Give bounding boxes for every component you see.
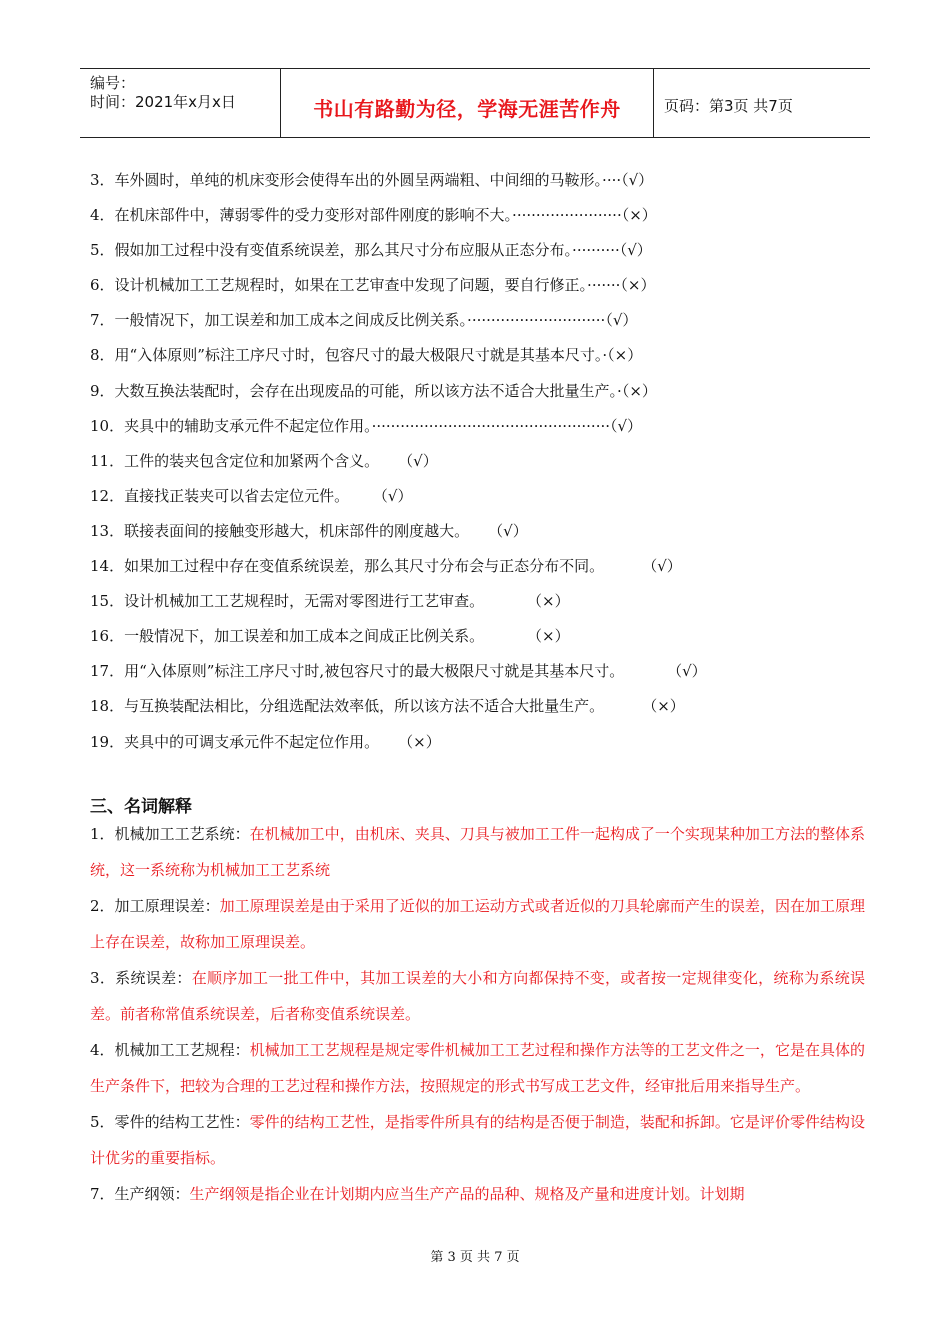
glossary-item	[90, 1104, 865, 1176]
section-title-glossary: 三、名词解释	[90, 797, 192, 817]
glossary-term: 2．加工原理误差：	[90, 897, 220, 915]
glossary-definition: 机械加工工艺规程是规定零件机械加工工艺过程和操作方法等的工艺文件之一，它是在具体的生产条件下，把较为合理的工艺过程和操作方法，按照规定的形式书写成工艺文件，经审批后用来指导生产。	[90, 1041, 865, 1095]
glossary-item	[90, 1032, 865, 1104]
true-false-item: 4．在机床部件中，薄弱零件的受力变形对部件刚度的影响不大。·······················（×）	[90, 206, 657, 225]
true-false-item: 9．大数互换法装配时，会存在出现废品的可能，所以该方法不适合大批量生产。·（×）	[90, 381, 657, 400]
glossary-term: 3．系统误差：	[90, 969, 192, 987]
glossary-definition: 在顺序加工一批工件中，其加工误差的大小和方向都保持不变，或者按一定规律变化，统称为系统误差。前者称常值系统误差，后者称变值系统误差。	[90, 969, 865, 1023]
document-number-label: 编号：	[90, 74, 136, 92]
true-false-item: 10．夹具中的辅助支承元件不起定位作用。··················································（√）	[90, 416, 643, 435]
glossary-definition: 在机械加工中，由机床、夹具、刀具与被加工工件一起构成了一个实现某种加工方法的整体系统，这一系统称为机械加工工艺系统	[90, 825, 865, 879]
header-left-cell	[80, 69, 281, 137]
glossary-term: 4．机械加工工艺规程：	[90, 1041, 250, 1059]
header-middle-cell	[281, 69, 654, 137]
true-false-item: 8．用“入体原则”标注工序尺寸时，包容尺寸的最大极限尺寸就是其基本尺寸。·（×）	[90, 346, 643, 365]
true-false-item: 18．与互换装配法相比，分组选配法效率低，所以该方法不适合大批量生产。 （×）	[90, 697, 685, 716]
header-motto: 书山有路勤为径，学海无涯苦作舟	[313, 97, 621, 121]
glossary-item	[90, 960, 865, 1032]
true-false-item: 6．设计机械加工工艺规程时，如果在工艺审查中发现了问题，要自行修正。·······（×）	[90, 276, 656, 295]
glossary-term: 7．生产纲领：	[90, 1185, 190, 1203]
glossary-definition: 生产纲领是指企业在计划期内应当生产产品的品种、规格及产量和进度计划。计划期	[189, 1185, 745, 1203]
glossary-definition: 零件的结构工艺性，是指零件所具有的结构是否便于制造，装配和拆卸。它是评价零件结构设计优劣的重要指标。	[90, 1113, 865, 1167]
true-false-item: 16．一般情况下，加工误差和加工成本之间成正比例关系。 （×）	[90, 627, 570, 646]
header-right-cell	[654, 69, 870, 137]
true-false-item: 14．如果加工过程中存在变值系统误差，那么其尺寸分布会与正态分布不同。 （√）	[90, 557, 682, 576]
glossary-term: 5．零件的结构工艺性：	[90, 1113, 250, 1131]
glossary-term: 1．机械加工工艺系统：	[90, 825, 250, 843]
true-false-item: 17．用“入体原则”标注工序尺寸时,被包容尺寸的最大极限尺寸就是其基本尺寸。 （√）	[90, 662, 707, 681]
true-false-item: 19．夹具中的可调支承元件不起定位作用。 （×）	[90, 732, 441, 751]
page-footer: 第 3 页 共 7 页	[430, 1250, 520, 1265]
true-false-item: 13．联接表面间的接触变形越大，机床部件的刚度越大。 （√）	[90, 521, 528, 540]
true-false-item: 3．车外圆时，单纯的机床变形会使得车出的外圆呈两端粗、中间细的马鞍形。····（√）	[90, 171, 654, 189]
glossary-item	[90, 1176, 865, 1212]
glossary-definition: 加工原理误差是由于采用了近似的加工运动方式或者近似的刀具轮廓而产生的误差，因在加工原理上存在误差，故称加工原理误差。	[90, 897, 865, 951]
true-false-item: 5．假如加工过程中没有变值系统误差，那么其尺寸分布应服从正态分布。··········（√）	[90, 241, 652, 260]
document-time-label: 时间：2021年x月x日	[90, 93, 236, 111]
page-header	[80, 68, 870, 138]
true-false-item: 11．工件的装夹包含定位和加紧两个含义。 （√）	[90, 451, 438, 470]
glossary-list	[90, 816, 865, 1212]
true-false-item: 15．设计机械加工工艺规程时，无需对零图进行工艺审查。 （×）	[90, 592, 570, 611]
true-false-item: 7．一般情况下，加工误差和加工成本之间成反比例关系。·····························（√）	[90, 311, 638, 330]
header-page-info: 页码：第3页 共7页	[664, 97, 793, 115]
glossary-item	[90, 816, 865, 888]
true-false-question-list	[90, 168, 870, 765]
glossary-item	[90, 888, 865, 960]
true-false-item: 12．直接找正装夹可以省去定位元件。 （√）	[90, 486, 413, 505]
